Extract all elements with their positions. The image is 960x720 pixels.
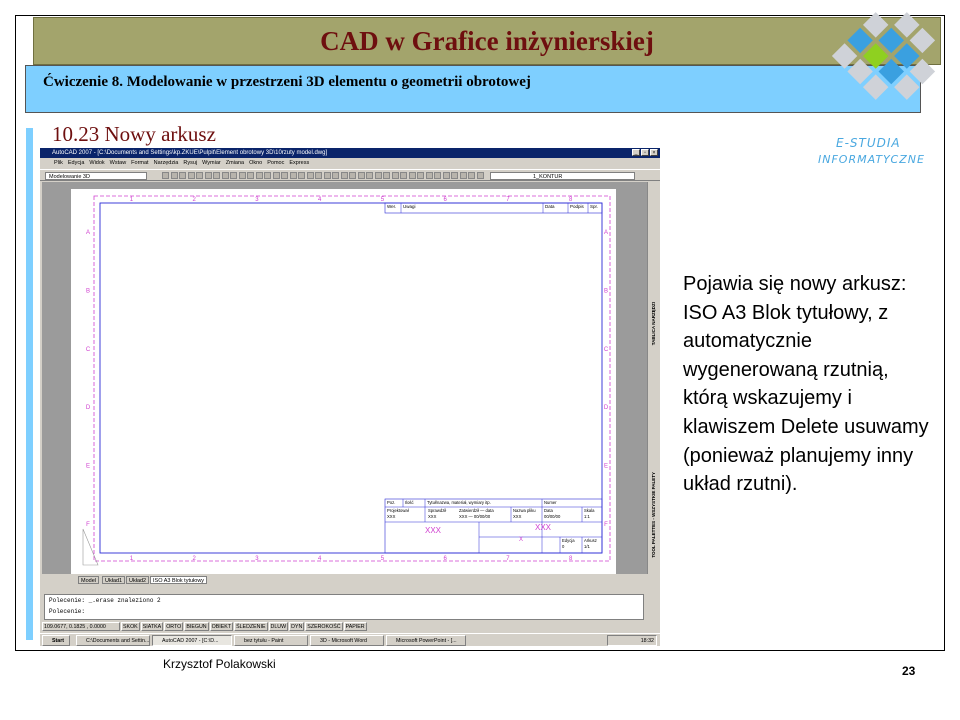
toolbar-tool-icon[interactable] — [366, 172, 373, 179]
workspace-select[interactable]: Modelowanie 3D — [45, 172, 147, 180]
tb-nazwa-pliku: Nazwa pliku — [513, 508, 536, 513]
tb-skala-val: 1:1 — [584, 514, 590, 519]
sheet-row-letter: D — [603, 405, 609, 412]
task-autocad[interactable]: AutoCAD 2007 - [C:\D... — [152, 635, 232, 646]
toolbar-tool-icon[interactable] — [383, 172, 390, 179]
squares-logo-icon — [800, 8, 950, 128]
tb-edycja: Edycja — [562, 538, 575, 543]
toolbar-tool-icon[interactable] — [392, 172, 399, 179]
tb-zatwierdzil-val: XXX — 00/00/00 — [459, 514, 491, 519]
toolbar-tool-icon[interactable] — [400, 172, 407, 179]
sheet-row-letter: F — [604, 521, 608, 528]
sheet-column-number: 2 — [192, 556, 196, 562]
toolbar-tool-icon[interactable] — [417, 172, 424, 179]
window-title-bar: AutoCAD 2007 - [C:\Documents and Settings\kp.ZKUE\Pulpit\Element obrotowy 3D\10rzuty model.dwg] — [40, 148, 660, 158]
status-bar — [40, 622, 660, 632]
menu-item[interactable]: Format — [131, 160, 149, 166]
sheet-column-number: 7 — [506, 556, 510, 562]
tb-sprawdzil: Sprawdził — [428, 508, 447, 513]
rev-col-spr: Spr. — [590, 204, 599, 209]
toolbar-tool-icon[interactable] — [460, 172, 467, 179]
tb-number-field: XXX — [535, 523, 552, 532]
task-powerpoint[interactable]: Microsoft PowerPoint - [... — [386, 635, 466, 646]
sheet-column-number: 1 — [129, 197, 134, 203]
toolbar-tool-icon[interactable] — [264, 172, 271, 179]
command-prompt[interactable]: Polecenie: — [49, 608, 86, 615]
toolbar-tool-icon[interactable] — [434, 172, 441, 179]
sheet-column-number: 3 — [255, 197, 259, 203]
sheet-column-number: 2 — [192, 197, 196, 203]
toolbar-tool-icon[interactable] — [341, 172, 348, 179]
menu-item[interactable]: Express — [289, 160, 310, 166]
status-toggle-obiekt[interactable]: OBIEKT — [211, 624, 232, 630]
tab-uklad1[interactable]: Układ1 — [102, 576, 125, 584]
toolbar-tool-icon[interactable] — [290, 172, 297, 179]
task-explorer[interactable]: C:\Documents and Settin... — [76, 635, 150, 646]
toolbar-tool-icon[interactable] — [298, 172, 305, 179]
subtitle-band — [25, 65, 921, 113]
tb-data: Data — [544, 508, 553, 513]
toolbar-tool-icon[interactable] — [213, 172, 220, 179]
rev-col-data: Data — [545, 204, 555, 209]
sheet-row-letter: F — [86, 521, 90, 528]
description-text: Pojawia się nowy arkusz: ISO A3 Blok tytułowy, z automatycznie wygenerowaną rzutnią, którą wskazujemy i klawiszem Delete usuwamy (ponieważ planujemy inny układ rzutni). — [683, 273, 929, 496]
menu-item[interactable]: Okno — [249, 160, 263, 166]
toolbar-tool-icon[interactable] — [324, 172, 331, 179]
menu-item[interactable]: Zmiana — [225, 160, 245, 166]
menu-bar — [40, 159, 660, 168]
close-button[interactable]: × — [650, 149, 658, 156]
tb-tytul: Tytuł/nazwa, materiał, wymiary itp. — [427, 500, 491, 505]
tab-uklad2[interactable]: Układ2 — [126, 576, 149, 584]
toolbar-tool-icon[interactable] — [222, 172, 229, 179]
tb-data-val: 00/00/00 — [544, 514, 561, 519]
toolbar-tool-icon[interactable] — [162, 172, 169, 179]
sheet-row-letter: A — [85, 230, 91, 237]
sheet-column-number: 6 — [443, 197, 447, 203]
layer-select[interactable]: 1_KONTUR — [490, 172, 635, 180]
status-toggle-biegun[interactable]: BIEGUN — [186, 624, 207, 630]
toolbar-tool-icon[interactable] — [239, 172, 246, 179]
sheet-row-letter: E — [603, 463, 609, 470]
toolbar-tool-icon[interactable] — [315, 172, 322, 179]
taskbar-clock: 18:32 — [607, 635, 657, 646]
tb-numer: Numer — [544, 500, 557, 505]
menu-item[interactable]: Edycja — [67, 160, 85, 166]
tb-sprawdzil-val: XXX — [428, 514, 437, 519]
menu-item[interactable]: Pomoc — [267, 160, 285, 166]
page-number: 23 — [902, 664, 916, 678]
status-toggle-dluw[interactable]: DLUW — [270, 624, 287, 630]
coords-readout: 109.0677, 0.1825 , 0.0000 — [42, 622, 120, 631]
tb-zatwierdzil: Zatwierdził — data — [459, 508, 494, 513]
toolbar-tool-icon[interactable] — [230, 172, 237, 179]
toolbar-tool-icon[interactable] — [443, 172, 450, 179]
sheet-row-letter: B — [85, 288, 91, 295]
tab-iso-a3[interactable]: ISO A3 Blok tytułowy — [150, 576, 207, 584]
tb-sub-field: X — [519, 537, 524, 543]
sheet-row-letter: D — [85, 405, 91, 412]
toolbar-tool-icon[interactable] — [273, 172, 280, 179]
toolbar-tool-icon[interactable] — [188, 172, 195, 179]
sheet-column-number: 6 — [443, 556, 447, 562]
toolbar-tool-icon[interactable] — [247, 172, 254, 179]
status-toggle-dyn[interactable]: DYN — [291, 624, 303, 630]
sheet-row-letter: B — [603, 288, 609, 295]
toolbar-tool-icon[interactable] — [281, 172, 288, 179]
palette-label-1: TABLICA NARZĘDZI — [651, 302, 656, 346]
sheet-row-letter: C — [603, 346, 609, 353]
rev-col-uwagi: Uwagi — [403, 204, 416, 209]
sheet-column-number: 8 — [568, 197, 573, 203]
command-history: Polecenie: _.erase znaleziono 2 — [49, 597, 161, 604]
menu-item[interactable]: Rysuj — [183, 160, 198, 166]
toolbar-tool-icon[interactable] — [307, 172, 314, 179]
task-word[interactable]: 3D - Microsoft Word — [310, 635, 384, 646]
maximize-button[interactable]: ▫ — [641, 149, 649, 156]
toolbar — [40, 169, 660, 181]
sheet-column-number: 8 — [568, 556, 573, 562]
command-line[interactable] — [44, 594, 644, 620]
menu-item[interactable]: Wymiar — [202, 160, 221, 166]
layout-tabs — [40, 575, 660, 585]
sheet-column-number: 3 — [255, 556, 259, 562]
toolbar-tool-icon[interactable] — [477, 172, 484, 179]
status-toggle-siatka[interactable]: SIATKA — [142, 624, 162, 630]
sheet-row-letter: C — [85, 346, 91, 353]
tool-palettes[interactable] — [647, 182, 660, 574]
window-controls — [632, 149, 658, 156]
status-toggle-skok[interactable]: SKOK — [123, 624, 138, 630]
toolbar-tool-icon[interactable] — [451, 172, 458, 179]
sheet-row-letter: E — [85, 463, 91, 470]
sheet-column-number: 5 — [380, 556, 385, 562]
tb-name-field: XXX — [425, 526, 442, 535]
status-toggle-szerokość[interactable]: SZEROKOŚĆ — [307, 624, 341, 630]
menu-item[interactable]: Plik — [54, 160, 63, 166]
toolbar-tool-icon[interactable] — [332, 172, 339, 179]
status-toggle-papier[interactable]: PAPIER — [345, 624, 365, 630]
toolbar-tool-icon[interactable] — [205, 172, 212, 179]
toolbar-tool-icon[interactable] — [179, 172, 186, 179]
menu-item[interactable]: Wstaw — [109, 160, 127, 166]
toolbar-tool-icon[interactable] — [349, 172, 356, 179]
toolbar-tool-icon[interactable] — [171, 172, 178, 179]
toolbar-tool-icon[interactable] — [409, 172, 416, 179]
toolbar-tool-icon[interactable] — [426, 172, 433, 179]
tb-projektowal-val: XXX — [387, 514, 396, 519]
status-toggle-orto[interactable]: ORTO — [166, 624, 182, 630]
paper-sheet — [71, 189, 616, 574]
status-toggle-śledzenie[interactable]: ŚLEDZENIE — [236, 624, 266, 630]
toolbar-tool-icon[interactable] — [256, 172, 263, 179]
tb-arkusz-val: 1/1 — [584, 544, 590, 549]
tb-ilosc: Ilość — [405, 500, 414, 505]
tb-skala: Skala — [584, 508, 595, 513]
sheet-column-number: 4 — [317, 197, 322, 203]
author-name: Krzysztof Polakowski — [163, 657, 276, 671]
slide-title: CAD w Grafice inżynierskiej — [320, 26, 654, 56]
tb-nazwa-pliku-val: XXX — [513, 514, 522, 519]
windows-taskbar — [40, 633, 660, 646]
menu-item[interactable]: Widok — [89, 160, 105, 166]
logo-line2: INFORMATYCZNE — [818, 153, 925, 166]
drawing-area[interactable] — [42, 182, 647, 574]
sheet-frame — [71, 189, 616, 574]
menu-item[interactable]: Narzędzia — [153, 160, 179, 166]
palette-label-2: TOOL PALETTES - WSZYSTKIE PALETY — [651, 472, 656, 558]
slide-subtitle: Ćwiczenie 8. Modelowanie w przestrzeni 3D elementu o geometrii obrotowej — [43, 74, 531, 90]
tb-arkusz: Arkusz — [584, 538, 597, 543]
start-button[interactable]: Start — [42, 635, 70, 646]
minimize-button[interactable]: _ — [632, 149, 640, 156]
sheet-row-letter: A — [603, 230, 609, 237]
sheet-column-number: 7 — [506, 197, 510, 203]
toolbar-tool-icon[interactable] — [196, 172, 203, 179]
task-paint[interactable]: bez tytułu - Paint — [234, 635, 308, 646]
tb-poz: Poz. — [387, 500, 396, 505]
rev-col-podpis: Podpis — [570, 204, 584, 209]
sheet-column-number: 5 — [380, 197, 385, 203]
toolbar-tool-icon[interactable] — [375, 172, 382, 179]
toolbar-tool-icon[interactable] — [358, 172, 365, 179]
autocad-window — [40, 148, 660, 646]
accent-bar — [26, 128, 33, 640]
section-title: 10.23 Nowy arkusz — [52, 122, 216, 146]
tab-model[interactable]: Model — [78, 576, 99, 584]
rev-col-wer: Wer. — [387, 204, 397, 209]
tb-edycja-val: 0 — [562, 544, 565, 549]
sheet-column-number: 1 — [129, 556, 134, 562]
logo-line1: E-STUDIA — [836, 136, 901, 150]
sheet-column-number: 4 — [317, 556, 322, 562]
tb-projektowal: Projektował — [387, 508, 409, 513]
toolbar-tool-icon[interactable] — [468, 172, 475, 179]
